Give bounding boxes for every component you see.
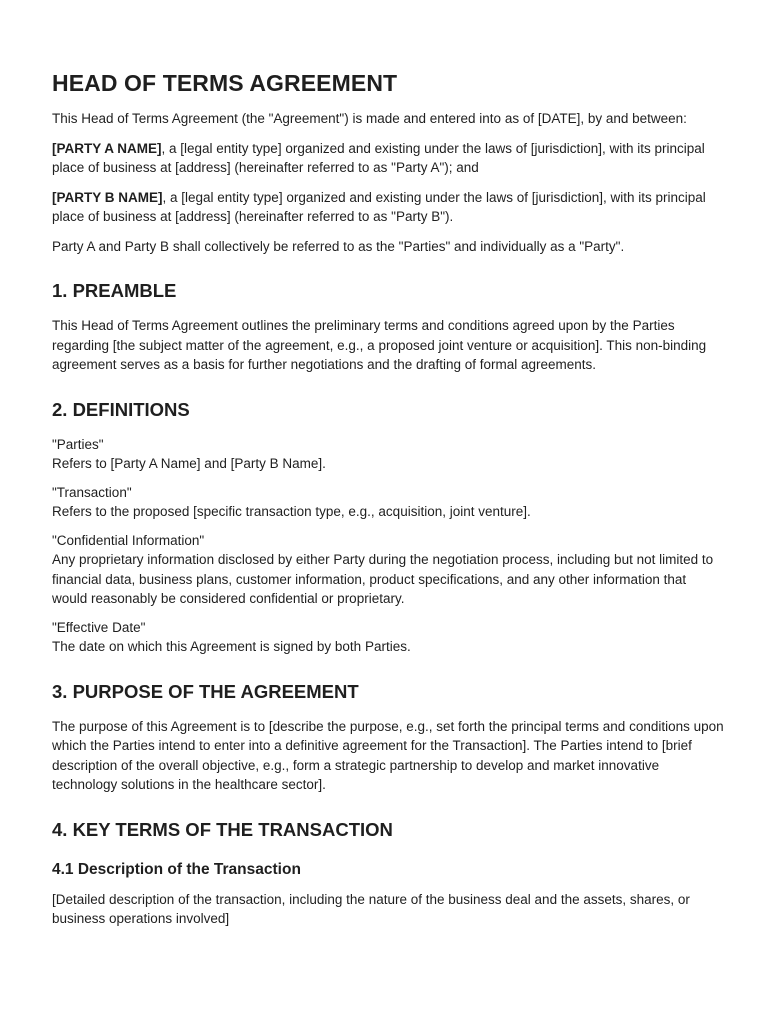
document-title: HEAD OF TERMS AGREEMENT (52, 70, 398, 96)
definition-item (52, 435, 724, 474)
transaction-description-body: [Detailed description of the transaction, including the nature of the business deal and the assets, shares, or business operations involved] (52, 891, 690, 926)
definition-term: "Transaction" (52, 484, 132, 500)
definition-description: Refers to [Party A Name] and [Party B Name]. (52, 456, 326, 471)
definition-item (52, 618, 724, 657)
definition-description: Any proprietary information disclosed by either Party during the negotiation process, including but not limited to financial data, business plans, customer information, product specifications, and any other information that would reasonably be considered confidential or proprietary. (52, 552, 714, 606)
preamble-heading: 1. PREAMBLE (52, 280, 177, 301)
intro-paragraph: This Head of Terms Agreement (the "Agreement") is made and entered into as of [DATE], by and between: (52, 111, 687, 126)
definition-description: The date on which this Agreement is signed by both Parties. (52, 639, 411, 654)
transaction-description-heading: 4.1 Description of the Transaction (52, 860, 301, 878)
definition-term: "Effective Date" (52, 619, 146, 635)
definition-item (52, 531, 724, 609)
key-terms-heading: 4. KEY TERMS OF THE TRANSACTION (52, 818, 393, 840)
document-body (52, 70, 724, 939)
definition-description: Refers to the proposed [specific transaction type, e.g., acquisition, joint venture]. (52, 504, 531, 519)
party-b-paragraph (52, 188, 724, 227)
preamble-body: This Head of Terms Agreement outlines the preliminary terms and conditions agreed upon by the Parties regarding [the subject matter of the agreement, e.g., a proposed joint venture or acquisition]. This non-binding agreement serves as a basis for further negotiations and the drafting of formal agreements. (52, 318, 707, 372)
definition-term: "Parties" (52, 436, 104, 452)
purpose-heading: 3. PURPOSE OF THE AGREEMENT (52, 680, 359, 702)
definition-item (52, 483, 724, 522)
definitions-heading: 2. DEFINITIONS (52, 398, 190, 420)
party-a-name: [PARTY A NAME] (52, 140, 162, 156)
purpose-body: The purpose of this Agreement is to [describe the purpose, e.g., set forth the principal terms and conditions upon which the Parties intend to enter into a definitive agreement for the Transaction]. The Parties intend to [brief description of the overall objective, e.g., form a strategic partnership to develop and market innovative technology solutions in the healthcare sector]. (52, 718, 724, 792)
party-a-paragraph (52, 139, 724, 178)
collective-paragraph: Party A and Party B shall collectively be referred to as the "Parties" and individually as a "Party". (52, 238, 625, 254)
definition-term: "Confidential Information" (52, 532, 205, 548)
party-b-details: , a [legal entity type] organized and existing under the laws of [jurisdiction], with its principal place of business at [address] (hereinafter referred to as "Party B"). (52, 189, 706, 224)
party-a-details: , a [legal entity type] organized and existing under the laws of [jurisdiction], with its principal place of business at [address] (hereinafter referred to as "Party A"); and (52, 140, 705, 175)
party-b-name: [PARTY B NAME] (52, 189, 163, 205)
